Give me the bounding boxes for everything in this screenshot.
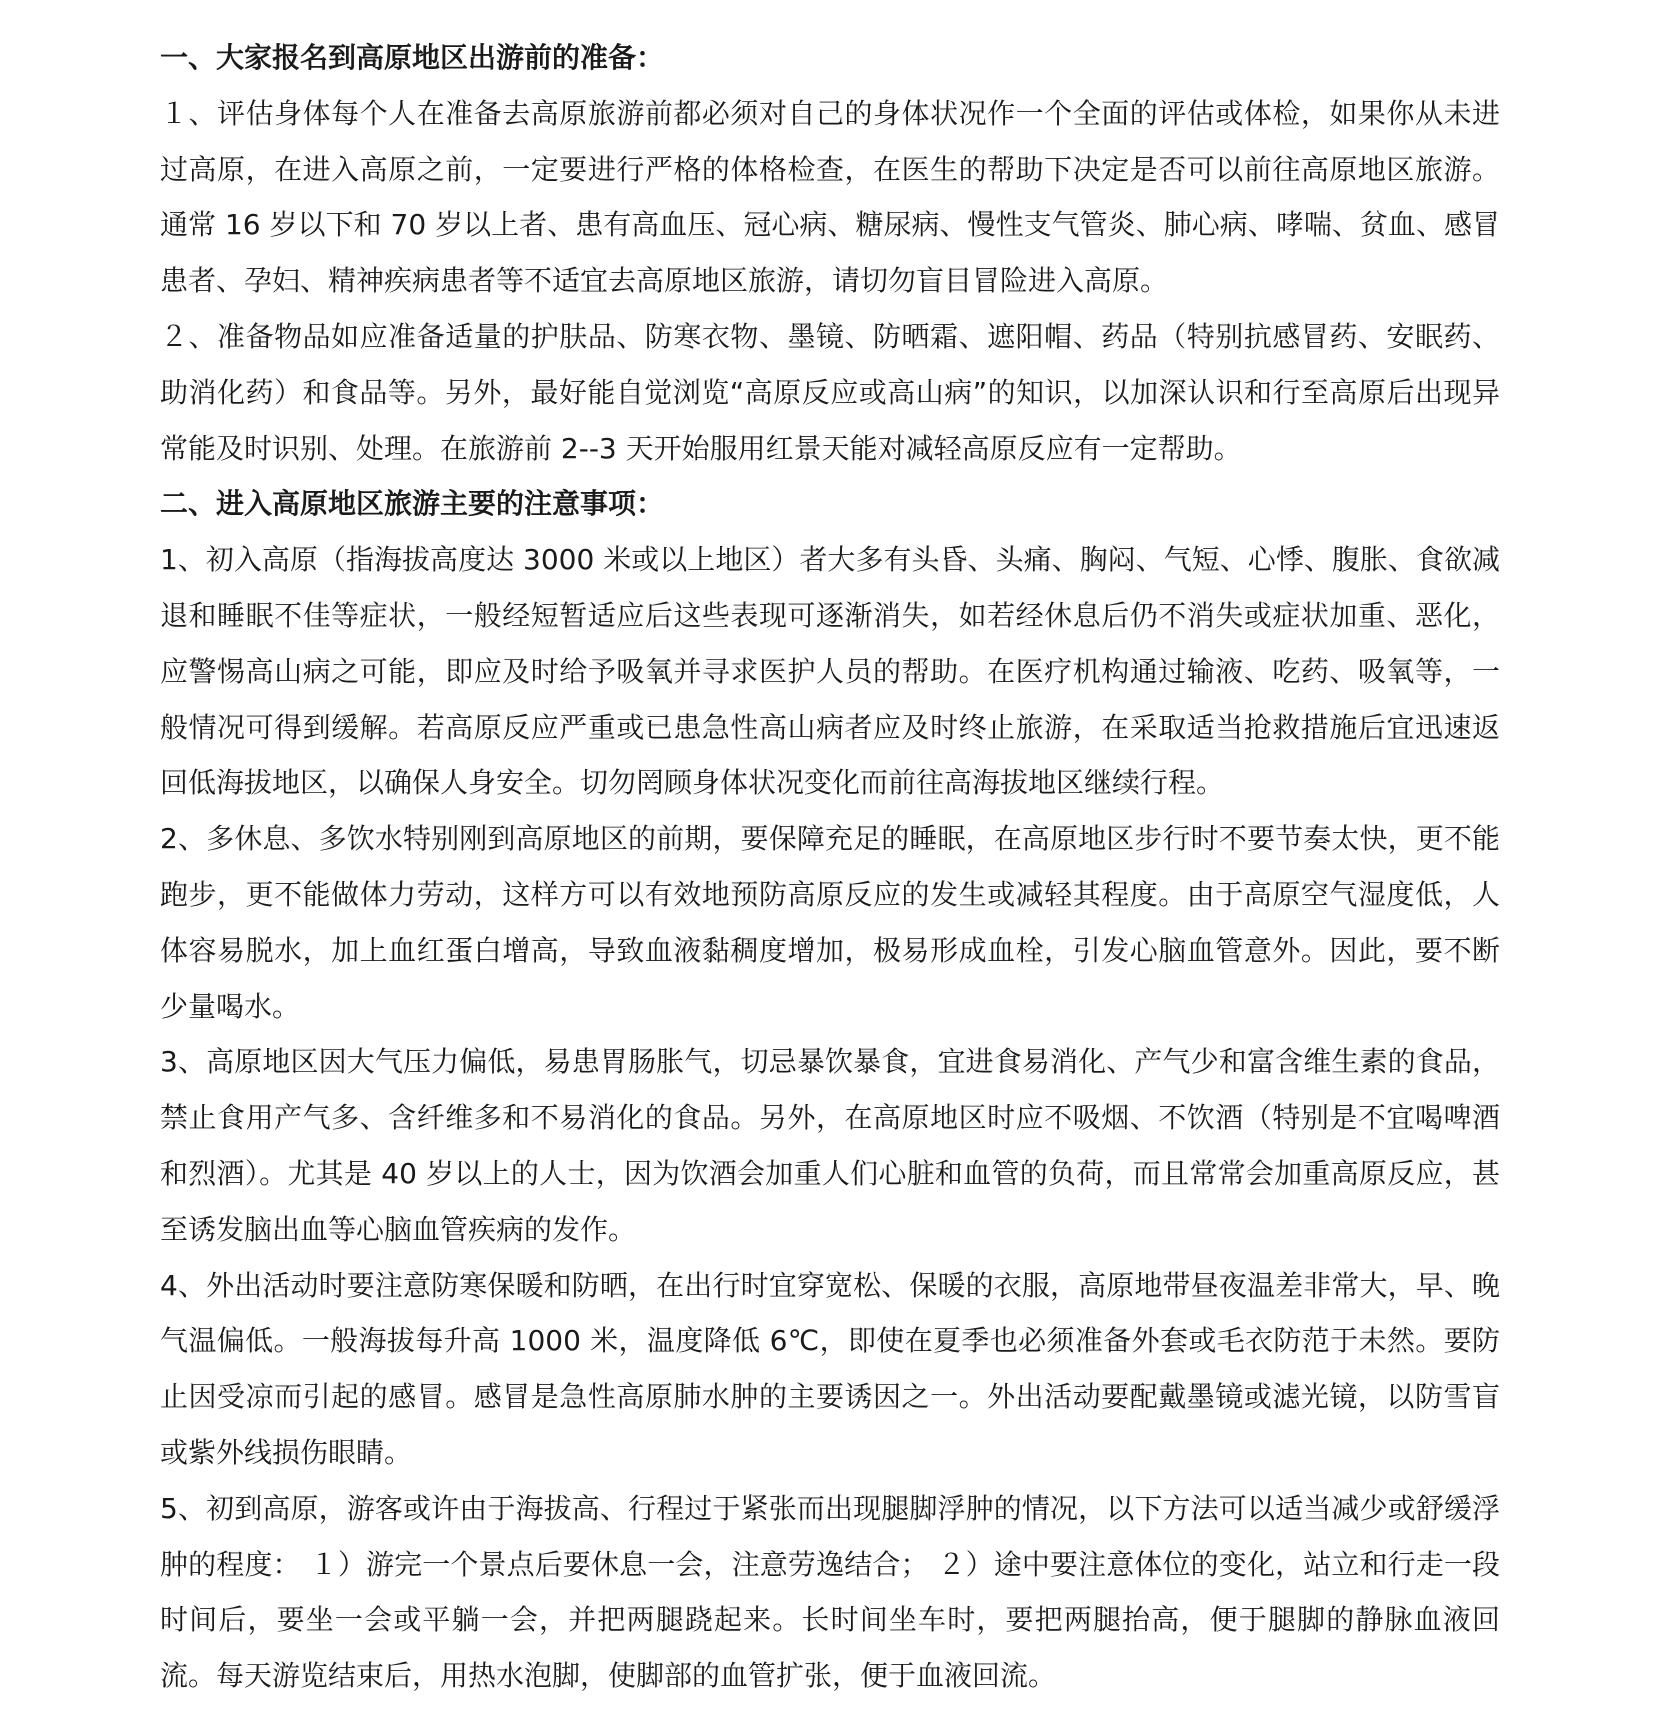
section-heading-precautions: 二、进入高原地区旅游主要的注意事项： (160, 487, 665, 521)
paragraph-assess-body: １、评估身体每个人在准备去高原旅游前都必须对自己的身体状况作一个全面的评估或体检，如果你从未进过高原，在进入高原之前，一定要进行严格的体格检查，在医生的帮助下决定是否可以前往高原地区旅游。通常 16 岁以下和 70 岁以上者、患有高血压、冠心病、糖尿病、慢性支气管炎、肺心病、哮喘、贫血、感冒患者、孕妇、精神疾病患者等不适宜去高原地区旅游，请切勿盲目冒险进入高原。 (160, 96, 1500, 298)
paragraph-swelling: 5、初到高原，游客或许由于海拔高、行程过于紧张而出现腿脚浮肿的情况，以下方法可以适当减少或舒缓浮肿的程度： １）游完一个景点后要休息一会，注意劳逸结合； ２）途中要注意体位的变化，站立和行走一段时间后，要坐一会或平躺一会，并把两腿跷起来。长时间坐车时，要把两腿抬高，便于腿脚的静脉血液回流。每天游览结束后，用热水泡脚，使脚部的血管扩张，便于血液回流。 (160, 1491, 1500, 1693)
paragraph-altitude-symptoms: 1、初入高原（指海拔高度达 3000 米或以上地区）者大多有头昏、头痛、胸闷、气短、心悸、腹胀、食欲减退和睡眠不佳等症状，一般经短暂适应后这些表现可逐渐消失，如若经休息后仍不消失或症状加重、恶化，应警惕高山病之可能，即应及时给予吸氧并寻求医护人员的帮助。在医疗机构通过输液、吃药、吸氧等，一般情况可得到缓解。若高原反应严重或已患急性高山病者应及时终止旅游，在采取适当抢救措施后宜迅速返回低海拔地区，以确保人身安全。切勿罔顾身体状况变化而前往高海拔地区继续行程。 (160, 543, 1500, 800)
paragraph-warmth-sun: 4、外出活动时要注意防寒保暖和防晒，在出行时宜穿宽松、保暖的衣服，高原地带昼夜温差非常大，早、晚气温偏低。一般海拔每升高 1000 米，温度降低 6℃，即使在夏季也必须准备外套或毛衣防范于未然。要防止因受凉而引起的感冒。感冒是急性高原肺水肿的主要诱因之一。外出活动要配戴墨镜或滤光镜，以防雪盲或紫外线损伤眼睛。 (160, 1268, 1500, 1469)
paragraph-prepare-items: ２、准备物品如应准备适量的护肤品、防寒衣物、墨镜、防晒霜、遮阳帽、药品（特别抗感冒药、安眠药、助消化药）和食品等。另外，最好能自觉浏览“高原反应或高山病”的知识，以加深认识和行至高原后出现异常能及时识别、处理。在旅游前 2--3 天开始服用红景天能对减轻高原反应有一定帮助。 (160, 319, 1500, 465)
section-heading-preparation: 一、大家报名到高原地区出游前的准备： (160, 41, 665, 74)
paragraph-diet: 3、高原地区因大气压力偏低，易患胃肠胀气，切忌暴饮暴食，宜进食易消化、产气少和富含维生素的食品，禁止食用产气多、含纤维多和不易消化的食品。另外，在高原地区时应不吸烟、不饮酒（特别是不宜喝啤酒和烈酒）。尤其是 40 岁以上的人士，因为饮酒会加重人们心脏和血管的负荷，而且常常会加重高原反应，甚至诱发脑出血等心脑血管疾病的发作。 (160, 1045, 1500, 1246)
paragraph-rest-hydration: 2、多休息、多饮水特别刚到高原地区的前期，要保障充足的睡眠，在高原地区步行时不要节奏太快，更不能跑步，更不能做体力劳动，这样方可以有效地预防高原反应的发生或减轻其程度。由于高原空气湿度低，人体容易脱水，加上血红蛋白增高，导致血液黏稠度增加，极易形成血栓，引发心脑血管意外。因此，要不断少量喝水。 (160, 822, 1500, 1023)
document-body (160, 30, 1500, 1704)
